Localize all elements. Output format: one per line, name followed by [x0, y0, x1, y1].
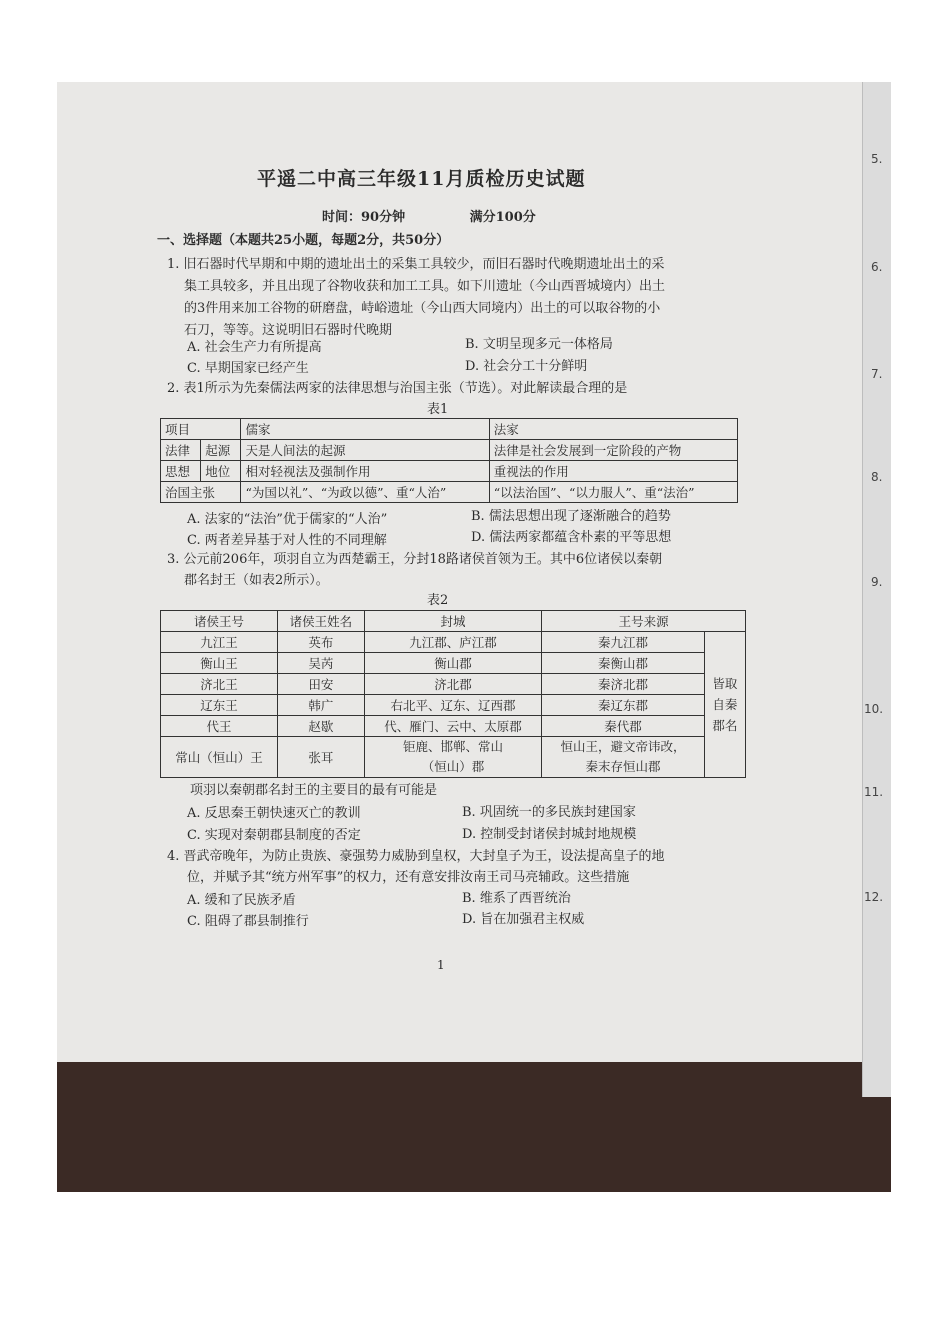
- section-heading: 一、选择题（本题共25小题，每题2分，共50分）: [157, 233, 450, 248]
- t2-note-line: 郡名: [712, 718, 738, 733]
- t2-cell: 英布: [278, 632, 365, 653]
- t2-cell: 张耳: [278, 737, 365, 778]
- t1-header-fa: 法家: [489, 419, 737, 440]
- t2-source-line: 恒山王，避文帝讳改，: [560, 739, 686, 754]
- t2-source-line: 秦末存恒山郡: [585, 759, 661, 774]
- adjacent-q-number: 7.: [871, 367, 883, 381]
- q4-line-1: 4. 晋武帝晚年，为防止贵族、豪强势力威胁到皇权，大封皇子为王，设法提高皇子的地: [167, 849, 665, 864]
- q3-line-1: 3. 公元前206年，项羽自立为西楚霸王，分封18路诸侯首领为王。其中6位诸侯以秦朝: [167, 552, 663, 567]
- q4-option-b: B. 维系了西晋统治: [462, 891, 571, 906]
- table-2: [160, 610, 746, 778]
- t2-header-source: 王号来源: [542, 611, 746, 632]
- q3-option-b: B. 巩固统一的多民族封建国家: [462, 805, 636, 820]
- t2-cell: 常山（恒山）王: [161, 737, 278, 778]
- t1-origin-ru: 天是人间法的起源: [241, 440, 489, 461]
- t2-cell: 秦九江郡: [542, 632, 704, 653]
- t1-origin-label: 起源: [201, 440, 241, 461]
- t2-cell: 九江王: [161, 632, 278, 653]
- exam-time: 时间：90分钟: [322, 210, 406, 225]
- q3-option-c: C. 实现对秦朝郡县制度的否定: [187, 828, 361, 843]
- q1-line-4: 石刀，等等。这说明旧石器时代晚期: [184, 323, 393, 338]
- q4-option-d: D. 旨在加强君主权威: [462, 912, 585, 927]
- q2-option-c: C. 两者差异基于对人性的不同理解: [187, 533, 387, 548]
- t1-thought-label: 思想: [161, 461, 201, 482]
- adjacent-q-number: 11.: [864, 785, 884, 799]
- t1-status-ru: 相对轻视法及强制作用: [241, 461, 489, 482]
- adjacent-q-number: 10.: [864, 702, 884, 716]
- t2-fief-line: （恒山）郡: [421, 759, 485, 774]
- exam-score: 满分100分: [469, 210, 536, 225]
- q1-option-a: A. 社会生产力有所提高: [187, 340, 322, 355]
- adjacent-q-number: 9.: [871, 575, 883, 589]
- t1-policy-label: 治国主张: [161, 482, 241, 503]
- t2-cell: 右北平、辽东、辽西郡: [364, 695, 542, 716]
- q1-option-b: B. 文明呈现多元一体格局: [465, 337, 613, 352]
- t2-cell: 田安: [278, 674, 365, 695]
- t2-note: [704, 632, 745, 778]
- q1-line-2: 集工具较多，并且出现了谷物收获和加工工具。如下川遗址（今山西晋城境内）出土: [184, 279, 666, 294]
- q3-option-a: A. 反思秦王朝快速灭亡的教训: [187, 806, 361, 821]
- q2-stem: 2. 表1所示为先秦儒法两家的法律思想与治国主张（节选）。对此解读最合理的是: [167, 381, 628, 396]
- q2-option-d: D. 儒法两家都蕴含朴素的平等思想: [471, 530, 672, 545]
- t2-cell: 韩广: [278, 695, 365, 716]
- t1-header-item: 项目: [161, 419, 241, 440]
- adjacent-q-number: 8.: [871, 470, 883, 484]
- t2-header-king: 诸侯王号: [161, 611, 278, 632]
- adjacent-q-number: 5.: [871, 152, 883, 166]
- page-number: 1: [437, 958, 445, 972]
- q4-option-c: C. 阻碍了郡县制推行: [187, 914, 309, 929]
- t2-header-fief: 封城: [364, 611, 542, 632]
- t2-cell-fief: [364, 737, 542, 778]
- t2-cell: 九江郡、庐江郡: [364, 632, 542, 653]
- t2-cell: 秦代郡: [542, 716, 704, 737]
- t2-header-name: 诸侯王姓名: [278, 611, 365, 632]
- t2-note-line: 自秦: [712, 697, 738, 712]
- t1-origin-fa: 法律是社会发展到一定阶段的产物: [489, 440, 737, 461]
- t2-cell: 秦辽东郡: [542, 695, 704, 716]
- q3-option-d: D. 控制受封诸侯封城封地规模: [462, 827, 637, 842]
- t2-cell: 赵歇: [278, 716, 365, 737]
- t1-status-fa: 重视法的作用: [489, 461, 737, 482]
- t1-status-label: 地位: [201, 461, 241, 482]
- table-1: [160, 418, 738, 503]
- document-photo: [57, 82, 891, 1192]
- adjacent-q-number: 6.: [871, 260, 883, 274]
- q4-option-a: A. 缓和了民族矛盾: [187, 893, 296, 908]
- t2-cell: 济北王: [161, 674, 278, 695]
- t2-cell: 代、雁门、云中、太原郡: [364, 716, 542, 737]
- t2-cell: 秦衡山郡: [542, 653, 704, 674]
- t1-header-ru: 儒家: [241, 419, 489, 440]
- t2-cell: 秦济北郡: [542, 674, 704, 695]
- t2-cell: 济北郡: [364, 674, 542, 695]
- t2-cell: 衡山王: [161, 653, 278, 674]
- page-title: 平遥二中高三年级11月质检历史试题: [257, 168, 586, 190]
- table2-title: 表2: [427, 593, 449, 608]
- adjacent-q-number: 12.: [864, 890, 884, 904]
- t1-law-label: 法律: [161, 440, 201, 461]
- q1-line-1: 1. 旧石器时代早期和中期的遗址出土的采集工具较少，而旧石器时代晚期遗址出土的采: [167, 257, 665, 272]
- table1-title: 表1: [427, 402, 449, 417]
- t1-policy-fa: “以法治国”、“以力服人”、重“法治”: [489, 482, 737, 503]
- q3-line-2: 郡名封王（如表2所示）。: [184, 573, 329, 588]
- q1-line-3: 的3件用来加工谷物的研磨盘，峙峪遗址（今山西大同境内）出土的可以取谷物的小: [184, 301, 661, 316]
- exam-meta: [322, 206, 596, 225]
- q1-option-d: D. 社会分工十分鲜明: [465, 359, 588, 374]
- t2-note-line: 皆取: [712, 676, 738, 691]
- t2-cell-source: [542, 737, 704, 778]
- q2-option-a: A. 法家的“法治”优于儒家的“人治”: [187, 512, 388, 527]
- q4-line-2: 位，并赋予其“统方州军事”的权力，还有意安排汝南王司马亮辅政。这些措施: [187, 870, 630, 885]
- q3-question: 项羽以秦朝郡名封王的主要目的最有可能是: [190, 783, 438, 798]
- q2-option-b: B. 儒法思想出现了逐渐融合的趋势: [471, 509, 671, 524]
- t1-policy-ru: “为国以礼”、“为政以德”、重“人治”: [241, 482, 489, 503]
- t2-cell: 代王: [161, 716, 278, 737]
- q1-option-c: C. 早期国家已经产生: [187, 361, 309, 376]
- t2-cell: 衡山郡: [364, 653, 542, 674]
- t2-cell: 辽东王: [161, 695, 278, 716]
- t2-cell: 吴芮: [278, 653, 365, 674]
- exam-page: [57, 82, 891, 1062]
- adjacent-page-edge: [862, 82, 891, 1097]
- t2-fief-line: 钜鹿、邯郸、常山: [402, 739, 503, 754]
